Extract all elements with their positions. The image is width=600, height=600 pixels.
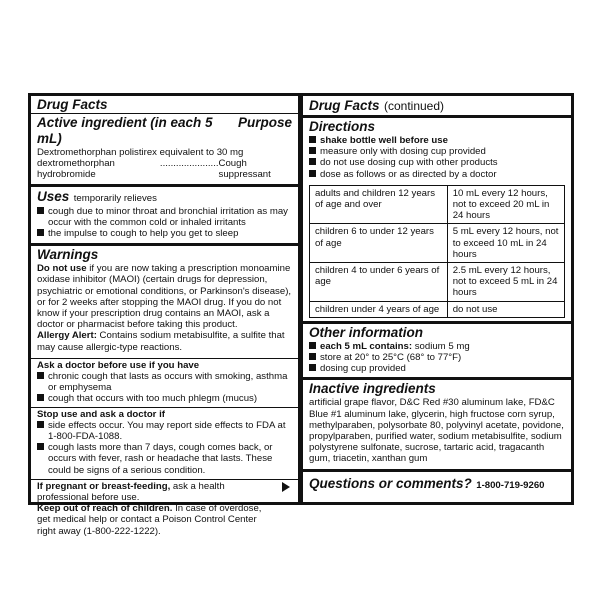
table-row — [310, 301, 565, 317]
list-item: store at 20° to 25°C (68° to 77°F) — [309, 352, 565, 363]
leader-dots: ...................... — [159, 158, 219, 170]
table-row — [310, 224, 565, 263]
list-item: dosing cup provided — [309, 363, 565, 374]
bullet-square-icon — [309, 353, 316, 360]
drug-facts-header-continued — [303, 96, 571, 115]
bullet-square-icon — [309, 364, 316, 371]
age-cell: adults and children 12 years of age and over — [310, 185, 448, 224]
active-ingredient-section — [31, 113, 298, 184]
list-item: shake bottle well before use — [309, 135, 565, 146]
bullet-square-icon — [37, 421, 44, 428]
bullet-square-icon — [309, 136, 316, 143]
drug-facts-title: Drug Facts — [37, 97, 108, 112]
directions-section — [303, 115, 571, 321]
uses-heading: Uses — [37, 188, 70, 204]
bullet-square-icon — [309, 147, 316, 154]
warnings-heading: Warnings — [37, 247, 99, 263]
purpose-heading: Purpose — [237, 115, 292, 130]
table-row — [310, 263, 565, 302]
questions-section — [303, 469, 571, 495]
dose-cell: 5 mL every 12 hours, not to exceed 10 mL in 24 hours — [447, 224, 564, 263]
drug-facts-title: Drug Facts — [309, 98, 380, 113]
list-item: chronic cough that lasts as occurs with smoking, asthma — [37, 371, 292, 382]
allergy-alert: Allergy Alert: Contains sodium metabisulfite, a sulfite that may cause allergic-type reactions. — [37, 330, 285, 353]
purpose-text: Cough suppressant — [218, 158, 271, 181]
active-ingredient-line: Dextromethorphan polistirex equivalent to 30 mg — [37, 147, 244, 158]
stop-use-list — [37, 420, 292, 476]
active-ingredient-heading: Active ingredient (in each 5 mL) — [37, 115, 213, 146]
bullet-square-icon — [309, 342, 316, 349]
stop-use-section — [31, 407, 298, 479]
bullet-square-icon — [309, 158, 316, 165]
ask-doctor-heading: Ask a doctor before use if you have — [37, 359, 200, 371]
age-cell: children 6 to under 12 years of age — [310, 224, 448, 263]
inactive-ingredients-section — [303, 377, 571, 468]
dose-cell: 2.5 mL every 12 hours, not to exceed 5 mL in 24 hours — [447, 263, 564, 302]
list-item: dose as follows or as directed by a doctor — [309, 169, 565, 180]
list-item: do not use dosing cup with other products — [309, 157, 565, 168]
dosage-table — [309, 185, 565, 318]
drug-facts-panel-right — [300, 93, 574, 505]
list-item: measure only with dosing cup provided — [309, 146, 565, 157]
age-cell: children 4 to under 6 years of age — [310, 263, 448, 302]
list-item: cough lasts more than 7 days, cough comes back, or occurs with fever, rash or headache that lasts. These could be signs of a serious condition. — [37, 442, 292, 476]
continued-label: (continued) — [383, 99, 445, 113]
phone-number: 1-800-719-9260 — [476, 479, 545, 491]
dose-cell: 10 mL every 12 hours, not to exceed 20 mL in 24 hours — [447, 185, 564, 224]
bullet-square-icon — [309, 170, 316, 177]
questions-heading: Questions or comments? — [309, 475, 472, 491]
uses-section — [31, 184, 298, 244]
drug-facts-panel-left — [28, 93, 301, 537]
dose-cell: do not use — [447, 301, 564, 317]
inactive-ingredients-heading: Inactive ingredients — [309, 381, 436, 397]
maoi-warning: Do not use if you are now taking a prescription monoamine oxidase inhibitor (MAOI) (certain drugs for depression, psychiatric or emotional conditions, or Parkinson's disease), or for 2 weeks after stopping the MAOI drug. If you do not know if your prescription drug contains an MAOI, ask a doctor or pharmacist before taking this product. — [37, 263, 292, 331]
uses-lead: temporarily relieves — [73, 192, 157, 204]
uses-list — [37, 206, 292, 240]
keep-out-of-reach: Keep out of reach of children. In case of overdose, get medical help or contact a Poison Control Center right away (1-800-222-1222). — [37, 503, 262, 537]
warnings-section — [31, 243, 298, 358]
inactive-ingredients-text: artificial grape flavor, D&C Red #30 aluminum lake, FD&C Blue #1 aluminum lake, glycerin, high fructose corn syrup, methylparaben, polysorbate 80, polyvinyl acetate, povidone, propylparaben, purified water, sodium metabisulfite, sodium polystyrene sulfonate, sucrose, tartaric acid, tragacanth gum, triacetin, xanthan gum — [309, 397, 564, 465]
pregnancy-section — [31, 479, 298, 539]
bullet-square-icon — [37, 229, 44, 236]
list-item: cough due to minor throat and bronchial irritation as may occur with the common cold or inhaled irritants — [37, 206, 292, 228]
other-information-heading: Other information — [309, 324, 423, 340]
continue-arrow-icon — [282, 482, 290, 492]
bullet-square-icon — [37, 207, 44, 214]
bullet-square-icon — [37, 372, 44, 379]
list-item: the impulse to cough to help you get to sleep — [37, 228, 292, 239]
active-ingredient-name: dextromethorphan hydrobromide — [37, 158, 115, 181]
stop-use-heading: Stop use and ask a doctor if — [37, 408, 165, 420]
table-row — [310, 185, 565, 224]
pregnancy-warning: If pregnant or breast-feeding, ask a health professional before use. — [37, 480, 225, 504]
directions-heading: Directions — [309, 119, 376, 134]
bullet-square-icon — [37, 443, 44, 450]
age-cell: children under 4 years of age — [310, 301, 448, 317]
drug-facts-header — [31, 96, 298, 113]
list-item-continued: or emphysema — [48, 382, 112, 394]
bullet-square-icon — [37, 394, 44, 401]
list-item: each 5 mL contains: sodium 5 mg — [309, 341, 565, 352]
list-item: side effects occur. You may report side effects to FDA at 1-800-FDA-1088. — [37, 420, 292, 442]
other-information-section — [303, 321, 571, 378]
ask-doctor-section — [31, 358, 298, 407]
list-item: cough that occurs with too much phlegm (mucus) — [37, 393, 292, 404]
